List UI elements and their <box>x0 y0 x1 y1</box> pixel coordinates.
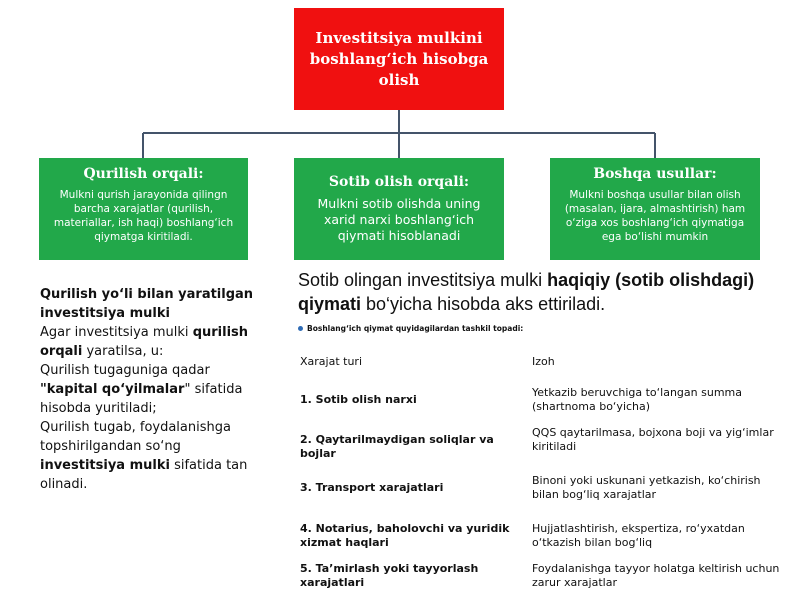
text-segment: Qurilish tugab, foydalanishga topshirilgandan so‘ng <box>40 420 231 454</box>
table-cell: 2. Qaytarilmaydigan soliqlar va bojlar <box>300 433 494 460</box>
text-segment-bold: haqiqiy (sotib olishdagi) qiymati <box>298 270 755 314</box>
purchase-headline <box>298 268 768 316</box>
explanation-paragraph-1 <box>40 323 270 361</box>
table-cell: 5. Ta’mirlash yoki tayyorlash xarajatlari <box>300 562 479 589</box>
child-node-construction <box>39 158 248 260</box>
text-segment: Agar investitsiya mulki <box>40 325 193 340</box>
table-cell: Foydalanishga tayyor holatga keltirish uchun zarur xarajatlar <box>532 562 780 589</box>
text-segment: " sifatida hisobda yuritiladi; <box>40 382 243 416</box>
child-node-other <box>550 158 760 260</box>
text-segment-bold: investitsiya mulki <box>40 458 170 473</box>
text-segment: yaratilsa, u: <box>82 344 164 359</box>
table-cell: 4. Notarius, baholovchi va yuridik xizmat haqlari <box>300 522 510 549</box>
explanation-heading: Qurilish yo‘li bilan yaratilgan investitsiya mulki <box>40 287 254 321</box>
text-segment: Sotib olingan investitsiya mulki <box>298 270 548 290</box>
child-title: Sotib olish orqali: <box>328 174 470 190</box>
text-segment-bold: "kapital qo‘yilmalar <box>40 382 185 397</box>
text-segment: bo‘yicha hisobda aks ettiriladi. <box>361 294 606 314</box>
child-description: Mulkni qurish jarayonida qilingn barcha xarajatlar (qurilish, materiallar, ish haqi) boshlang‘ich qiymatga kiritiladi. <box>53 189 234 243</box>
table-cell: QQS qaytarilmasa, bojxona boji va yig‘imlar kiritiladi <box>532 426 774 453</box>
root-node <box>294 8 504 110</box>
explanation-paragraph-3 <box>40 418 270 494</box>
table-cell: 1. Sotib olish narxi <box>300 393 417 406</box>
table-cell: Hujjatlashtirish, ekspertiza, ro‘yxatdan o‘tkazish bilan bog‘liq <box>532 522 745 549</box>
table-cell: Binoni yoki uskunani yetkazish, ko‘chirish bilan bog‘liq xarajatlar <box>532 474 761 501</box>
construction-explanation <box>40 285 270 494</box>
root-title: Investitsiya mulkini boshlang‘ich hisobga olish <box>309 28 489 89</box>
child-description: Mulkni boshqa usullar bilan olish (masalan, ijara, almashtirish) ham o‘ziga xos boshlang‘ich qiymatiga ega bo‘lishi mumkin <box>564 189 746 243</box>
bullet-icon <box>298 326 303 331</box>
table-header-cell: Izoh <box>532 355 555 368</box>
text-segment-bold: qurilish orqali <box>40 325 249 359</box>
note-text: Boshlang‘ich qiymat quyidagilardan tashkil topadi: <box>307 324 524 333</box>
child-description: Mulkni sotib olishda uning xarid narxi boshlang‘ich qiymati hisoblanadi <box>317 196 481 243</box>
child-title: Boshqa usullar: <box>593 166 717 182</box>
text-segment: Qurilish tugaguniga qadar <box>40 363 210 378</box>
table-cell: 3. Transport xarajatlari <box>300 481 444 494</box>
explanation-paragraph-2 <box>40 361 270 418</box>
text-segment: sifatida tan olinadi. <box>40 458 248 492</box>
child-title: Qurilish orqali: <box>83 166 204 182</box>
cost-composition-note <box>298 324 523 333</box>
table-cell: Yetkazib beruvchiga to‘langan summa (shartnoma bo‘yicha) <box>532 386 742 413</box>
child-node-purchase <box>294 158 504 260</box>
table-header-cell: Xarajat turi <box>300 355 363 368</box>
